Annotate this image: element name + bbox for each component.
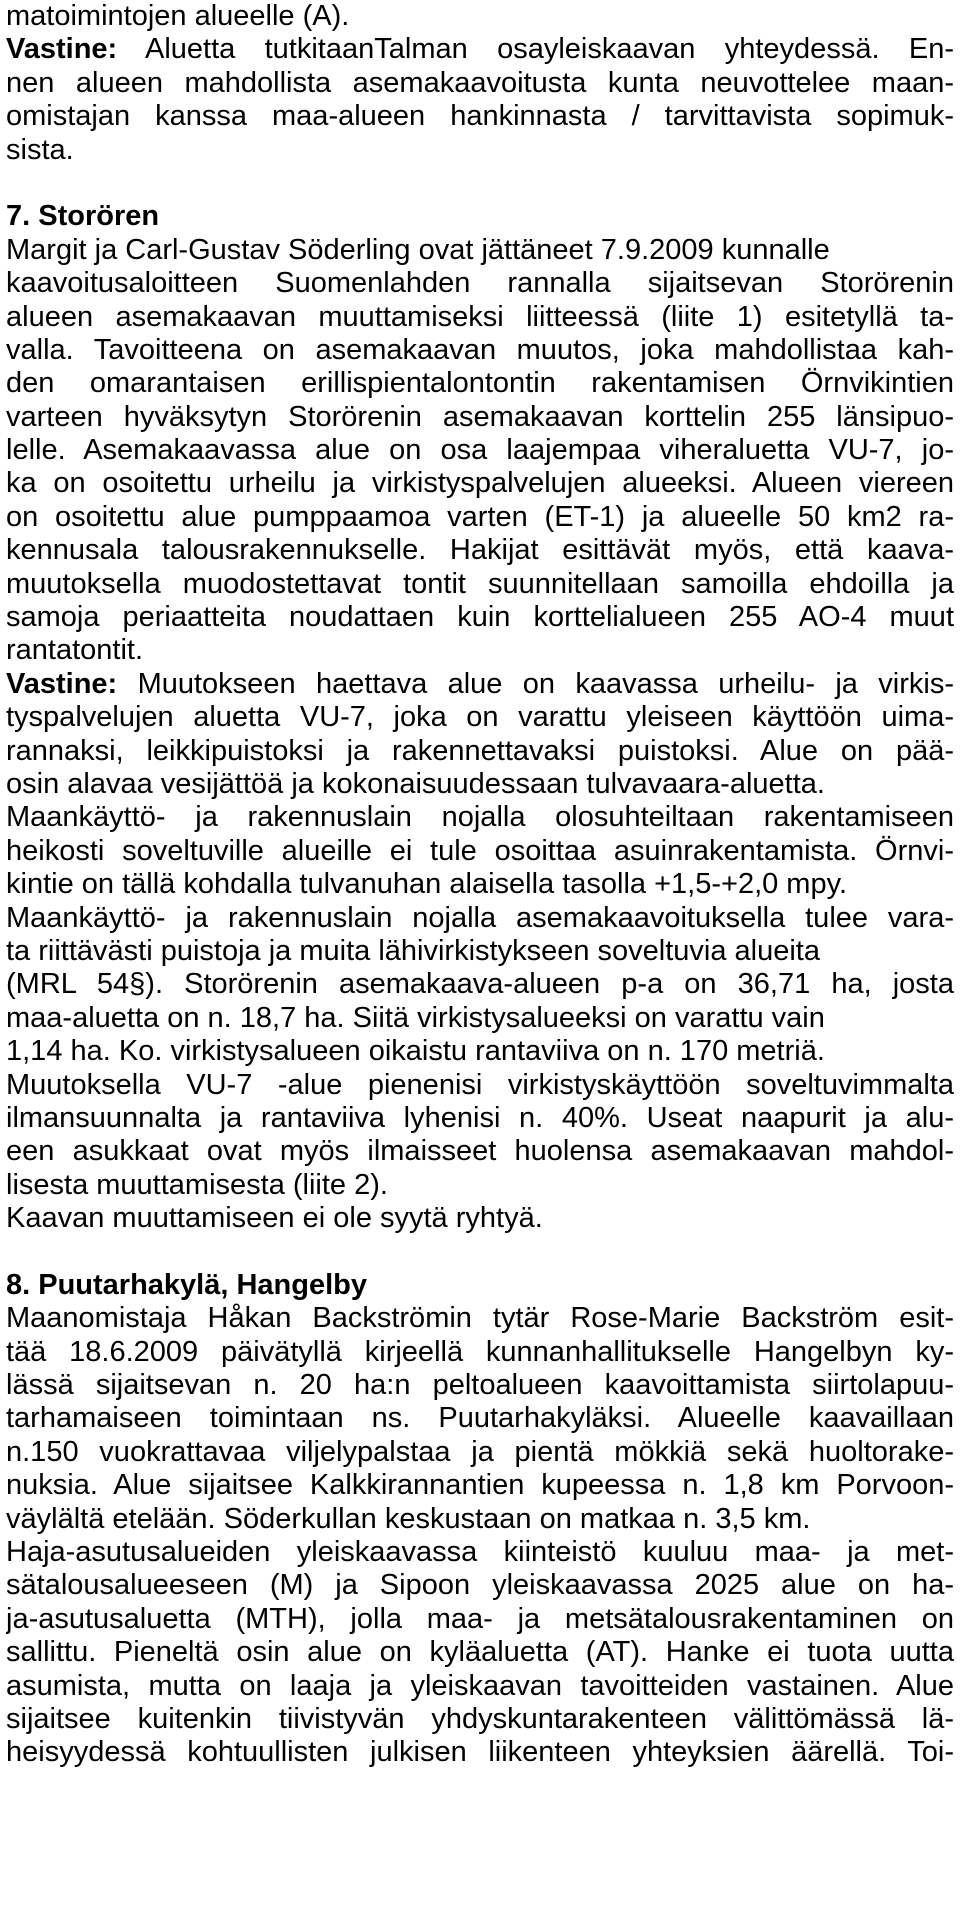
text-line: ta riittävästi puistoja ja muita lähivirkistykseen soveltuvia alueita (6, 934, 820, 967)
text-line: lässä sijaitsevan n. 20 ha:n peltoalueen kaavoittamista siirtolapuu- (6, 1369, 954, 1402)
paragraph-gap (6, 1235, 954, 1268)
text-line: sijaitsee kuitenkin tiivistyvän yhdyskuntarakenteen välittömässä lä- (6, 1702, 954, 1735)
text-line: sallittu. Pieneltä osin alue on kyläaluetta (AT). Hanke ei tuota uutta (6, 1636, 954, 1669)
text-line: tää 18.6.2009 päivätyllä kirjeellä kunnanhallitukselle Hangelbyn ky- (6, 1335, 954, 1368)
text-line: Haja-asutusalueiden yleiskaavassa kiinteistö kuuluu maa- ja met- (6, 1535, 954, 1568)
document-page (6, 0, 954, 1770)
paragraph-gap (6, 167, 954, 200)
text-line: matoimintojen alueelle (A). (6, 0, 350, 32)
text-line: tyspalvelujen aluetta VU-7, joka on varattu yleiseen käyttöön uima- (6, 701, 954, 734)
section-7-body (6, 234, 954, 1236)
section-heading: 8. Puutarhakylä, Hangelby (6, 1268, 368, 1301)
text-line: asumista, mutta on laaja ja yleiskaavan tavoitteiden vastainen. Alue (6, 1669, 954, 1702)
text-line: kintie on tällä kohdalla tulvanuhan alaisella tasolla +1,5-+2,0 mpy. (6, 868, 847, 901)
text-line: n.150 vuokrattavaa viljelypalstaa ja pientä mökkiä sekä huoltorake- (6, 1435, 954, 1468)
text-line (6, 668, 954, 701)
text-line: lelle. Asemakaavassa alue on osa laajempaa viheraluetta VU-7, jo- (6, 434, 954, 467)
text-line: tarhamaiseen toimintaan ns. Puutarhakyläksi. Alueelle kaavaillaan (6, 1402, 954, 1435)
text-line: väylältä etelään. Söderkullan keskustaan on matkaa n. 3,5 km. (6, 1502, 811, 1535)
text-line: kaavoitusaloitteen Suomenlahden rannalla sijaitsevan Storörenin (6, 267, 954, 300)
text-line: varteen hyväksytyn Storörenin asemakaavan korttelin 255 länsipuo- (6, 400, 954, 433)
text-line: on osoitettu alue pumppaamoa varten (ET-1) ja alueelle 50 km2 ra- (6, 500, 954, 533)
text-line: sätalousalueeseen (M) ja Sipoon yleiskaavassa 2025 alue on ha- (6, 1569, 954, 1602)
text-line: heikosti soveltuville alueille ei tule osoittaa asuinrakentamista. Örnvi- (6, 834, 954, 867)
text-line: ja-asutusaluetta (MTH), jolla maa- ja metsätalousrakentaminen on (6, 1602, 954, 1635)
section-8-body (6, 1302, 954, 1769)
vastine-label: Vastine: (6, 667, 118, 700)
text-line: nuksia. Alue sijaitsee Kalkkirannantien kupeessa n. 1,8 km Porvoon- (6, 1469, 954, 1502)
text-line: heisyydessä kohtuullisten julkisen liikenteen yhteyksien äärellä. Toi- (6, 1736, 954, 1769)
text-line: (MRL 54§). Storörenin asemakaava-alueen p-a on 36,71 ha, josta (6, 968, 954, 1001)
text-line: den omarantaisen erillispientalontontin rakentamisen Örnvikintien (6, 367, 954, 400)
text-line: ka on osoitettu urheilu ja virkistyspalvelujen alueeksi. Alueen viereen (6, 467, 954, 500)
text-line: valla. Tavoitteena on asemakaavan muutos, joka mahdollistaa kah- (6, 333, 954, 366)
text-line: sista. (6, 133, 74, 166)
text-line: Maankäyttö- ja rakennuslain nojalla olosuhteiltaan rakentamiseen (6, 801, 954, 834)
text-line: Maanomistaja Håkan Backströmin tytär Rose-Marie Backström esit- (6, 1302, 954, 1335)
text-line: samoja periaatteita noudattaen kuin korttelialueen 255 AO-4 muut (6, 601, 954, 634)
text-line: maa-aluetta on n. 18,7 ha. Siitä virkistysalueeksi on varattu vain (6, 1001, 825, 1034)
text-line: een asukkaat ovat myös ilmaisseet huolensa asemakaavan mahdol- (6, 1135, 954, 1168)
text-line: rannaksi, leikkipuistoksi ja rakennettavaksi puistoksi. Alue on pää- (6, 734, 954, 767)
text-line: alueen asemakaavan muuttamiseksi liitteessä (liite 1) esitetyllä ta- (6, 300, 954, 333)
text-line (6, 33, 954, 66)
text-line: muutoksella muodostettavat tontit suunnitellaan samoilla ehdoilla ja (6, 567, 954, 600)
text-line: ilmansuunnalta ja rantaviiva lyhenisi n. 40%. Useat naapurit ja alu- (6, 1101, 954, 1134)
text-segment: Aluetta tutkitaanTalman osayleiskaavan yhteydessä. En- (117, 33, 954, 66)
text-line: rantatontit. (6, 634, 144, 667)
text-line: osin alavaa vesijättöä ja kokonaisuudessaan tulvavaara-aluetta. (6, 767, 825, 800)
text-line: omistajan kanssa maa-alueen hankinnasta / tarvittavista sopimuk- (6, 100, 954, 133)
text-segment: Muutokseen haettava alue on kaavassa urheilu- ja virkis- (117, 667, 954, 700)
section-heading: 7. Storören (6, 200, 160, 233)
text-line: Margit ja Carl-Gustav Söderling ovat jättäneet 7.9.2009 kunnalle (6, 233, 830, 266)
text-line: kennusala talousrakennukselle. Hakijat esittävät myös, että kaava- (6, 534, 954, 567)
text-line: lisesta muuttamisesta (liite 2). (6, 1168, 388, 1201)
text-line: Muutoksella VU-7 -alue pienenisi virkistyskäyttöön soveltuvimmalta (6, 1068, 954, 1101)
vastine-label: Vastine: (6, 33, 118, 66)
text-line: nen alueen mahdollista asemakaavoitusta kunta neuvottelee maan- (6, 66, 954, 99)
text-line: 1,14 ha. Ko. virkistysalueen oikaistu rantaviiva on n. 170 metriä. (6, 1035, 825, 1068)
text-line: Kaavan muuttamiseen ei ole syytä ryhtyä. (6, 1202, 543, 1235)
text-line: Maankäyttö- ja rakennuslain nojalla asemakaavoituksella tulee vara- (6, 901, 954, 934)
